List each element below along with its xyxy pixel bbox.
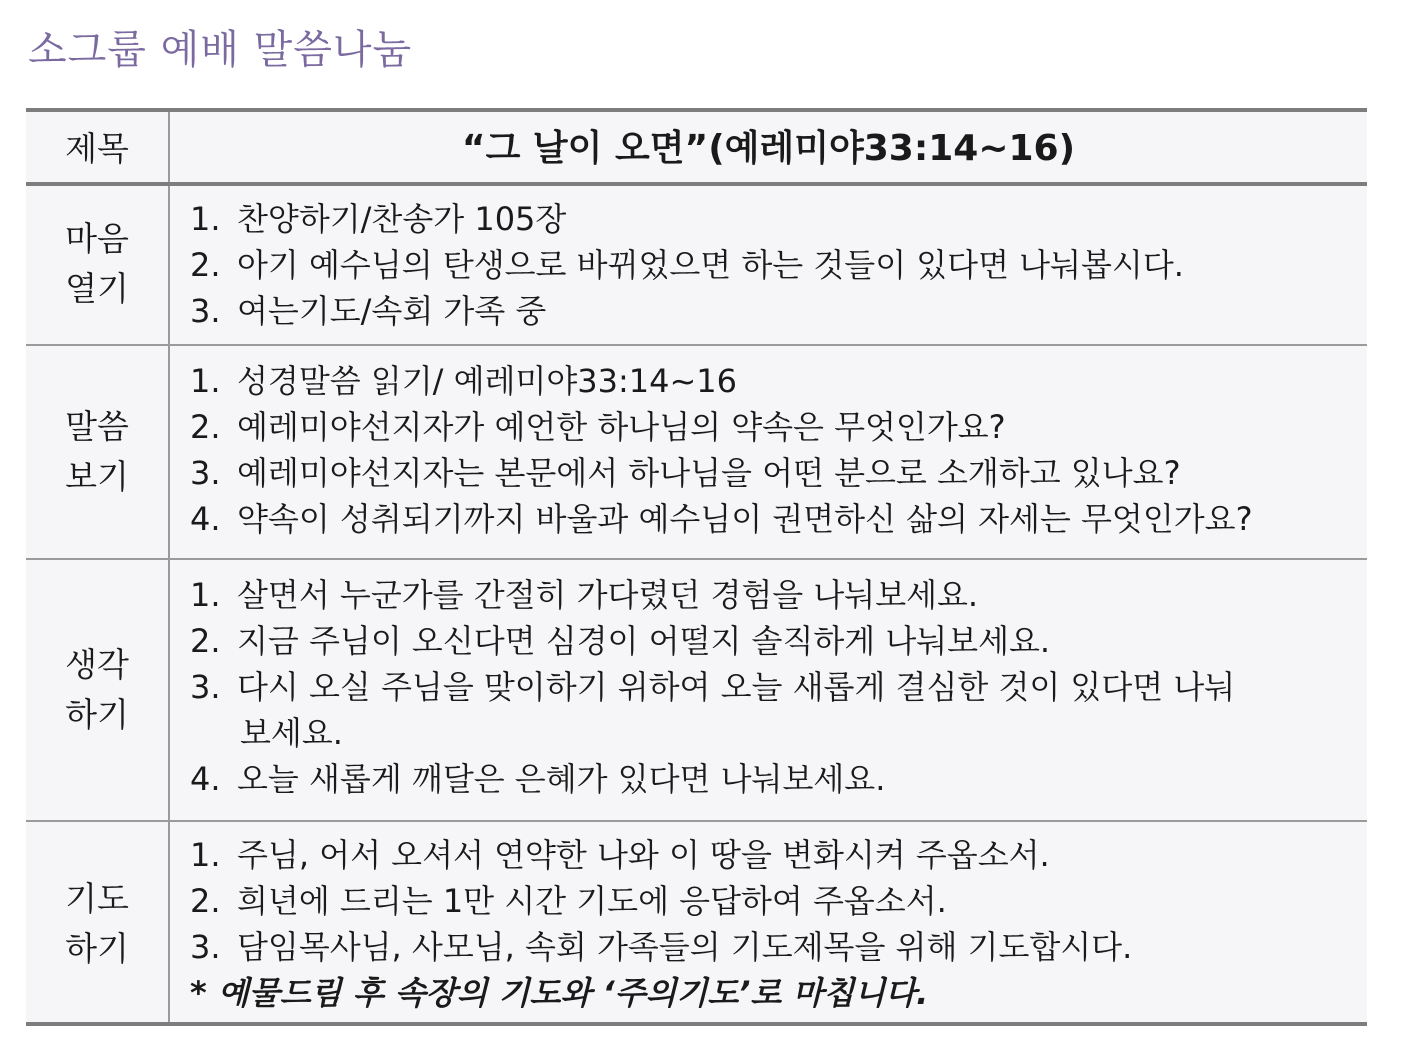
item-number: 4. [190,760,221,798]
section-label-line1: 말씀 [65,407,129,446]
list-item [190,924,1360,970]
section-content [190,832,1360,1016]
section-label-line2: 열기 [65,269,129,308]
section-label-line1: 마음 [65,219,129,258]
list-item [190,242,1360,288]
item-number: 1. [190,200,221,238]
item-text: 아기 예수님의 탄생으로 바뀌었으면 하는 것들이 있다면 나눠봅시다. [237,246,1184,284]
list-item [190,450,1360,496]
item-number: 1. [190,836,221,874]
sermon-title: “그 날이 오면”(예레미야33:14~16) [461,128,1076,169]
item-text: 주님, 어서 오셔서 연약한 나와 이 땅을 변화시켜 주옵소서. [237,836,1050,874]
item-number: 1. [190,362,221,400]
section-label [26,640,168,740]
list-item [190,664,1360,710]
item-text: 담임목사님, 사모님, 속회 가족들의 기도제목을 위해 기도합시다. [237,928,1133,966]
section-label-line2: 하기 [65,929,129,968]
section-content [190,358,1360,542]
item-text: 보세요. [240,714,343,752]
item-text: 예레미야선지자가 예언한 하나님의 약속은 무엇인가요? [237,408,1006,446]
item-text: 약속이 성취되기까지 바울과 예수님이 권면하신 삶의 자세는 무엇인가요? [237,500,1253,538]
item-number: 2. [190,408,221,446]
item-number: 2. [190,622,221,660]
item-number: 3. [190,668,221,706]
section-reflect [26,560,1367,822]
closing-note: * 예물드림 후 속장의 기도와 ‘주의기도’로 마칩니다. [190,974,929,1012]
list-item-continuation [190,710,1360,756]
section-read-word [26,346,1367,560]
section-label-line1: 기도 [65,879,129,918]
list-item [190,288,1360,334]
section-label [26,214,168,314]
section-content [190,572,1360,802]
worship-table [26,108,1367,1026]
page-title: 소그룹 예배 말씀나눔 [28,27,413,73]
item-text: 찬양하기/찬송가 105장 [237,200,567,238]
title-row [26,112,1367,186]
item-text: 여는기도/속회 가족 중 [237,292,547,330]
title-label: 제목 [65,129,129,168]
item-text: 예레미야선지자는 본문에서 하나님을 어떤 분으로 소개하고 있나요? [237,454,1181,492]
section-label-line2: 보기 [65,457,129,496]
list-item [190,832,1360,878]
item-text: 오늘 새롭게 깨달은 은혜가 있다면 나눠보세요. [237,760,886,798]
item-text: 다시 오실 주님을 맞이하기 위하여 오늘 새롭게 결심한 것이 있다면 나눠 [237,668,1236,706]
item-text: 살면서 누군가를 간절히 가다렸던 경험을 나눠보세요. [237,576,979,614]
list-item [190,196,1360,242]
section-label [26,874,168,974]
item-number: 3. [190,454,221,492]
item-number: 4. [190,500,221,538]
section-open-heart [26,186,1367,346]
section-label-line2: 하기 [65,695,129,734]
list-item [190,878,1360,924]
list-item [190,496,1360,542]
list-item [190,358,1360,404]
list-item [190,404,1360,450]
list-item [190,618,1360,664]
item-text: 성경말씀 읽기/ 예레미야33:14~16 [237,362,737,400]
section-pray [26,822,1367,1022]
item-number: 3. [190,928,221,966]
item-text: 희년에 드리는 1만 시간 기도에 응답하여 주옵소서. [237,882,947,920]
item-number: 2. [190,246,221,284]
item-number: 1. [190,576,221,614]
list-item [190,572,1360,618]
section-label [26,402,168,502]
list-item [190,756,1360,802]
item-number: 2. [190,882,221,920]
item-number: 3. [190,292,221,330]
section-content [190,196,1360,334]
section-label-line1: 생각 [65,645,129,684]
item-text: 지금 주님이 오신다면 심경이 어떨지 솔직하게 나눠보세요. [237,622,1051,660]
